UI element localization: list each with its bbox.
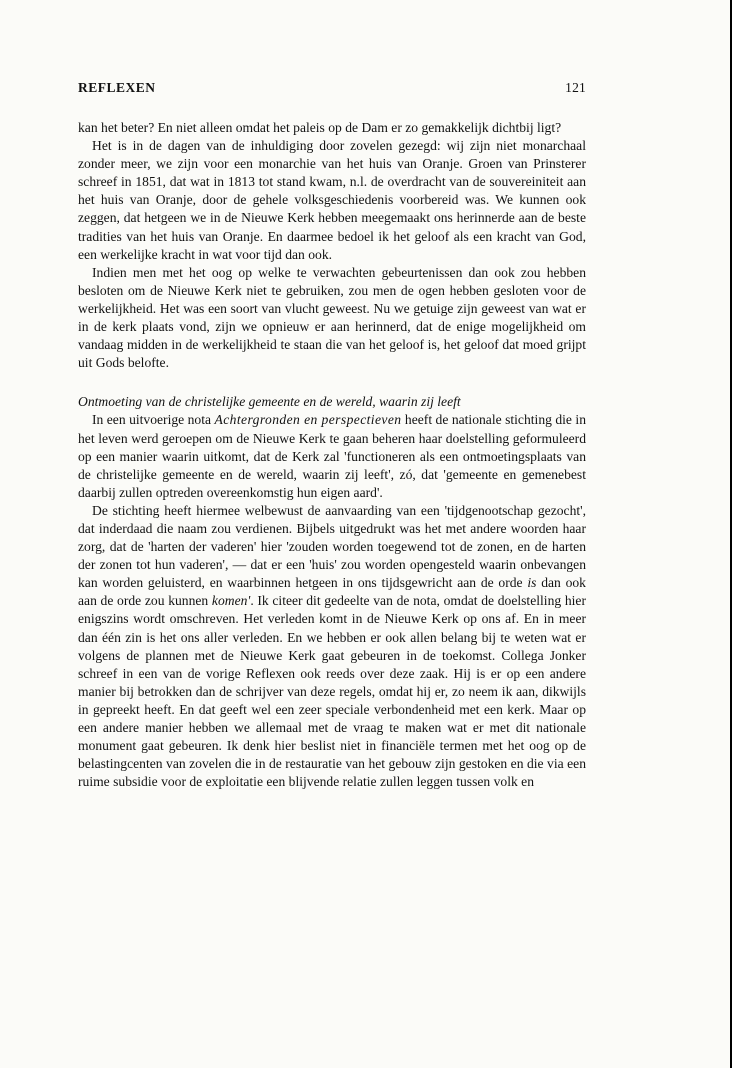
page-header xyxy=(78,80,586,96)
page-number: 121 xyxy=(565,80,586,95)
paragraph: kan het beter? En niet alleen omdat het paleis op de Dam er zo gemakkelijk dichtbij ligt? xyxy=(78,120,562,135)
italic-emphasis: komen' xyxy=(211,593,251,609)
italic-title: Achtergronden en perspectieven xyxy=(214,412,402,428)
section-heading: Ontmoeting van de christelijke gemeente en de wereld, waarin zij leeft xyxy=(78,394,461,410)
paragraph-text: heeft de nationale stichting die in het leven werd geroepen om de Nieuwe Kerk te gaan beheren haar doelstelling geformuleerd op een manier waarin uitkomt, dat de Kerk zal 'functioneren als een ontmoetingsplaats van de christelijke gemeente en de wereld, waarin zij leeft', zó, dat 'gemeente en gemenebest daarbij zullen optreden overeenkomstig hun eigen aard'. xyxy=(78,412,586,500)
paragraph: Het is in de dagen van de inhuldiging door zovelen gezegd: wij zijn niet monarchaal zonder meer, we zijn voor een monarchie van het huis van Oranje. Groen van Prinsterer schreef in 1851, dat wat in 1813 tot stand kwam, n.l. de overdracht van de souvereiniteit aan het huis van Oranje, door de gehele volksgeschiedenis voorbereid was. We kunnen ook zeggen, dat hetgeen we in de Nieuwe Kerk hebben meegemaakt ons herinnerde aan de beste tradities van het huis van Oranje. En daarmee bedoel ik het geloof als een kracht van God, een werkelijke kracht in wat voor tijd dan ook. xyxy=(78,138,586,262)
paragraph-text: dan ook aan de orde zou kunnen xyxy=(78,575,586,609)
paragraph xyxy=(78,411,586,501)
italic-emphasis: is xyxy=(527,575,537,591)
paragraph: Indien men met het oog op welke te verwachten gebeurtenissen dan ook zou hebben besloten om de Nieuwe Kerk niet te gebruiken, zou men de ogen hebben gesloten voor de werkelijkheid. Het was een soort van vlucht geweest. Nu we getuige zijn geweest van wat er in de kerk plaats vond, zijn we opnieuw er aan herinnerd, dat de enige mogelijkheid om vandaag midden in de werkelijkheid te staan die van het geloof is, het geloof dat moed grijpt uit Gods belofte. xyxy=(78,264,586,371)
paragraph-text: In een uitvoerige nota xyxy=(92,412,215,428)
body-text xyxy=(78,119,586,791)
paragraph xyxy=(78,502,586,792)
paragraph-text: . Ik citeer dit gedeelte van de nota, omdat de doelstelling hier enigszins wordt omschreven. Het verleden komt in de Nieuwe Kerk op ons af. En in meer dan één zin is het ons aller verleden. En we hebben er ook allen belang bij te weten wat er volgens de plannen met de Nieuwe Kerk gaat gebeuren in de toekomst. Collega Jonker schreef in een van de vorige Reflexen ook reeds over deze zaak. Hij is er op een andere manier bij betrokken dan de schrijver van deze regels, omdat hij er, zo neem ik aan, dikwijls in gepreekt heeft. En dat geeft wel een zeer speciale verbondenheid met een kerk. Maar op een andere manier hebben we allemaal met de vraag te maken wat er met dit nationale monument gaat gebeuren. Ik denk hier beslist niet in financiële termen met het oog op de belastingcenten van zovelen die in de restauratie van het gebouw zijn gestoken en die via een ruime subsidie voor de exploitatie een blijvende relatie zullen leggen tussen volk en xyxy=(78,593,586,790)
page-edge xyxy=(730,0,738,1068)
running-head: REFLEXEN xyxy=(78,80,156,95)
paragraph-text: De stichting heeft hiermee welbewust de aanvaarding van een 'tijdgenootschap gezocht', dat inderdaad die naam zou verdienen. Bijbels uitgedrukt was het met andere woorden haar zorg, dat de 'harten der vaderen' hier 'zouden worden toegewend tot de zonen, en de harten der zonen tot hun vaderen', — dat er een 'huis' zou worden opengesteld waarin onbevangen kan worden geluisterd, en waarbinnen hetgeen in ons tijdsgewricht aan de orde xyxy=(78,502,586,591)
